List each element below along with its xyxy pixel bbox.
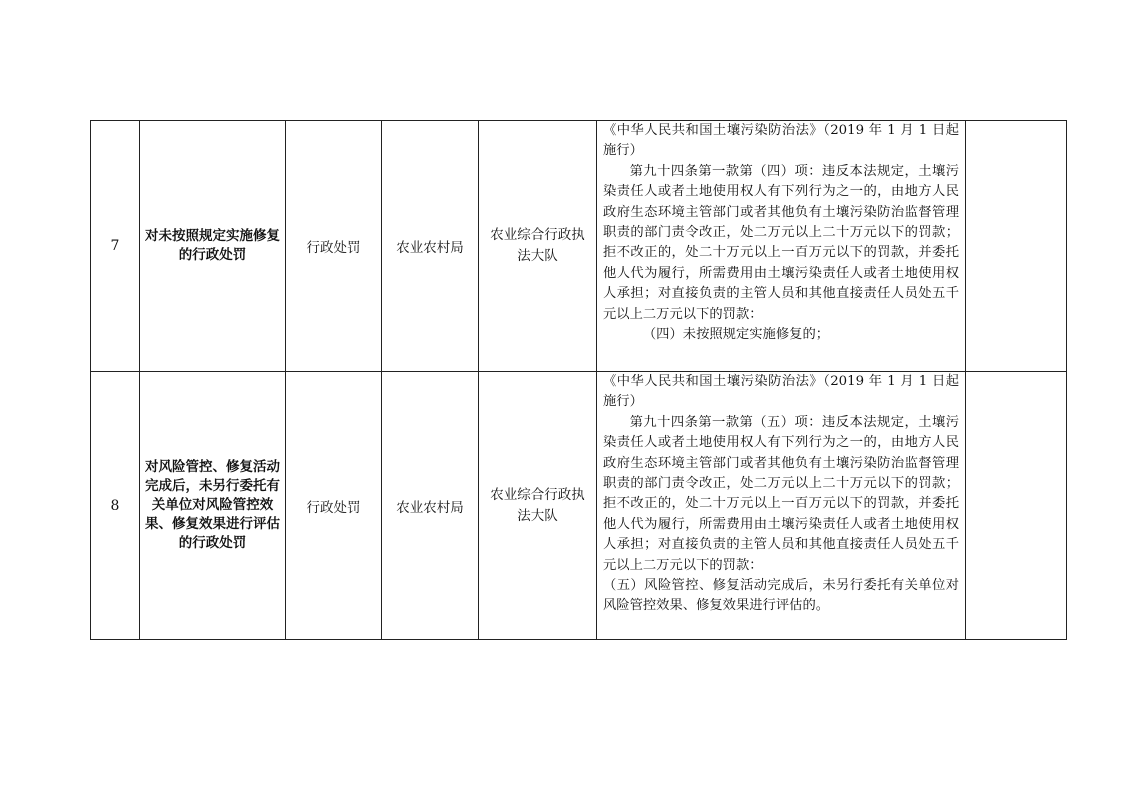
legal-basis [597, 372, 966, 640]
item-type: 行政处罚 [286, 121, 382, 372]
law-article: 第九十四条第一款第（五）项：违反本法规定，土壤污染责任人或者土地使用权人有下列行为之一的，由地方人民政府生态环境主管部门或者其他负有土壤污染防治监督管理职责的部门责令改正，处二万元以上二十万元以下的罚款；拒不改正的，处二十万元以上一百万元以下的罚款，并委托他人代为履行，所需费用由土壤污染责任人或者土地使用权人承担；对直接负责的主管人员和其他直接责任人员处五千元以上二万元以下的罚款： [603, 414, 959, 573]
table-row [91, 372, 1067, 640]
remarks-cell [966, 372, 1067, 640]
law-item: （四）未按照规定实施修复的； [642, 327, 830, 343]
item-type: 行政处罚 [286, 372, 382, 640]
item-name: 对未按照规定实施修复的行政处罚 [140, 121, 286, 372]
enforcement-unit: 农业综合行政执法大队 [479, 121, 597, 372]
row-number: 7 [91, 121, 140, 372]
enforcement-unit: 农业综合行政执法大队 [479, 372, 597, 640]
responsible-department: 农业农村局 [382, 121, 479, 372]
penalty-table [90, 120, 1067, 640]
item-name: 对风险管控、修复活动完成后，未另行委托有关单位对风险管控效果、修复效果进行评估的行政处罚 [140, 372, 286, 640]
law-title: 《中华人民共和国土壤污染防治法》（2019 年 1 月 1 日起施行） [603, 374, 959, 410]
remarks-cell [966, 121, 1067, 372]
legal-basis [597, 121, 966, 372]
law-title: 《中华人民共和国土壤污染防治法》（2019 年 1 月 1 日起施行） [603, 123, 959, 159]
penalty-table-sheet [90, 120, 1067, 640]
table-row [91, 121, 1067, 372]
law-item: （五）风险管控、修复活动完成后，未另行委托有关单位对风险管控效果、修复效果进行评估的。 [603, 578, 959, 614]
responsible-department: 农业农村局 [382, 372, 479, 640]
row-number: 8 [91, 372, 140, 640]
law-article: 第九十四条第一款第（四）项：违反本法规定，土壤污染责任人或者土地使用权人有下列行为之一的，由地方人民政府生态环境主管部门或者其他负有土壤污染防治监督管理职责的部门责令改正，处二万元以上二十万元以下的罚款；拒不改正的，处二十万元以上一百万元以下的罚款，并委托他人代为履行，所需费用由土壤污染责任人或者土地使用权人承担；对直接负责的主管人员和其他直接责任人员处五千元以上二万元以下的罚款： [603, 163, 959, 322]
